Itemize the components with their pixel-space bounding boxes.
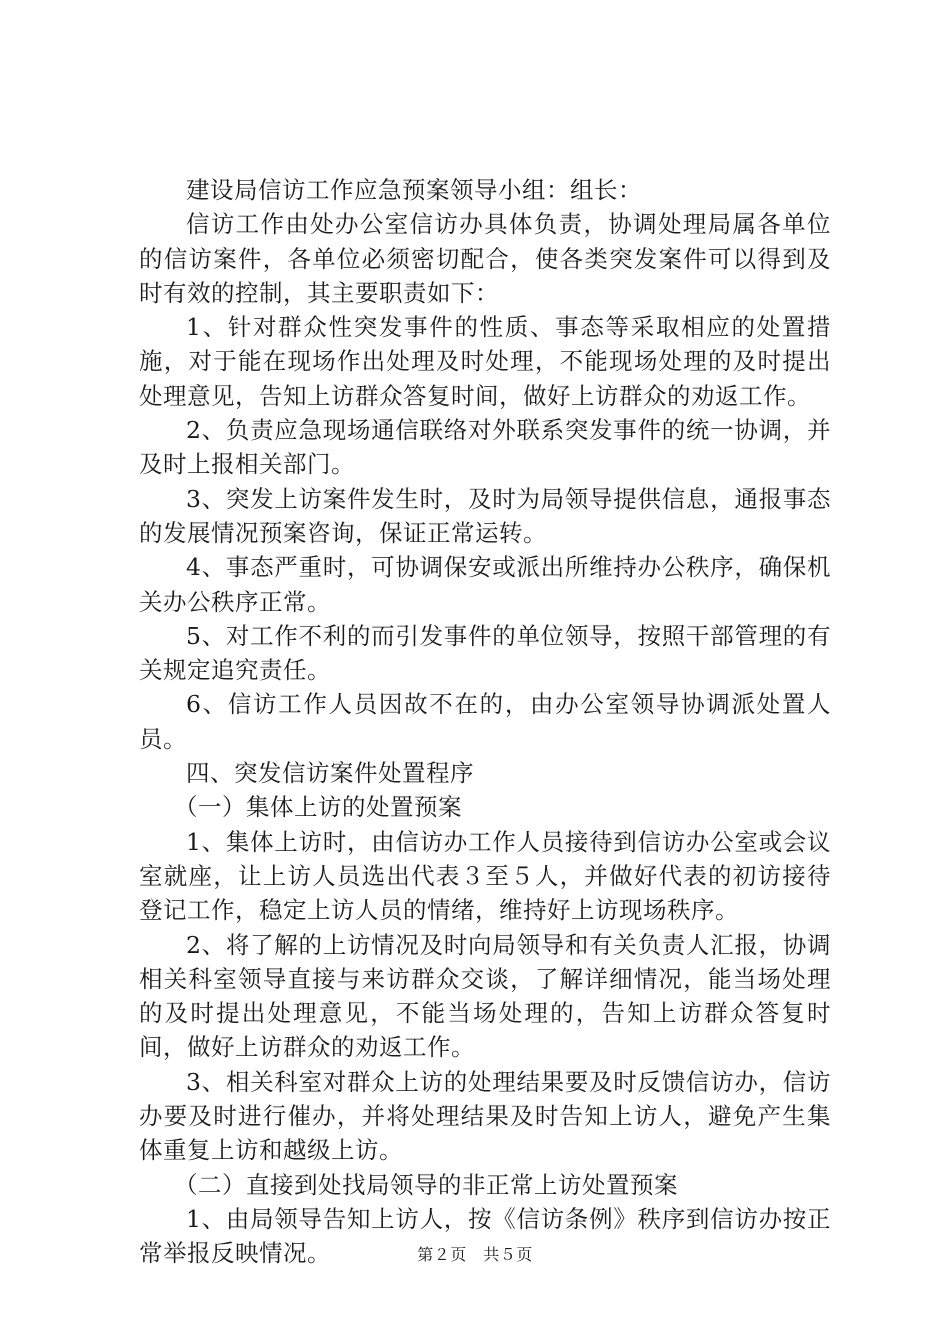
paragraph-collective-step-2: 2、将了解的上访情况及时向局领导和有关负责人汇报，协调相关科室领导直接与来访群众交谈，了解详细情况，能当场处理的及时提出处理意见，不能当场处理的，告知上访群众答复时间，做好上访群众的劝返工作。	[139, 930, 831, 1062]
paragraph-responsibility-intro: 信访工作由处办公室信访办具体负责，协调处理局属各单位的信访案件，各单位必须密切配合，使各类突发案件可以得到及时有效的控制，其主要职责如下：	[139, 210, 831, 307]
paragraph-abnormal-step-1: 1、由局领导告知上访人，按《信访条例》秩序到信访办按正常举报反映情况。	[139, 1204, 831, 1268]
page-number-footer: 第２页 共５页	[417, 1245, 533, 1264]
section-heading-procedure: 四、突发信访案件处置程序	[186, 759, 474, 788]
paragraph-duty-3: 3、突发上访案件发生时，及时为局领导提供信息，通报事态的发展情况预案咨询，保证正常运转。	[139, 484, 831, 547]
paragraph-duty-5: 5、对工作不利的而引发事件的单位领导，按照干部管理的有关规定追究责任。	[139, 621, 831, 685]
paragraph-collective-step-1: 1、集体上访时，由信访办工作人员接待到信访办公室或会议室就座，让上访人员选出代表３至５人，并做好代表的初访接待登记工作，稳定上访人员的情绪，维持好上访现场秩序。	[139, 827, 831, 925]
subsection-heading-abnormal-petition: （二）直接到处找局领导的非正常上访处置预案	[174, 1170, 678, 1199]
subsection-heading-collective-petition: （一）集体上访的处置预案	[174, 793, 462, 822]
paragraph-duty-1: 1、针对群众性突发事件的性质、事态等采取相应的处置措施，对于能在现场作出处理及时处理，不能现场处理的及时提出处理意见，告知上访群众答复时间，做好上访群众的劝返工作。	[139, 313, 831, 410]
paragraph-duty-6: 6、信访工作人员因故不在的，由办公室领导协调派处置人员。	[139, 690, 831, 753]
paragraph-duty-4: 4、事态严重时，可协调保安或派出所维持办公秩序，确保机关办公秩序正常。	[139, 553, 831, 616]
paragraph-leader-group: 建设局信访工作应急预案领导小组：组长：	[186, 176, 642, 204]
paragraph-duty-2: 2、负责应急现场通信联络对外联系突发事件的统一协调，并及时上报相关部门。	[139, 416, 831, 479]
paragraph-collective-step-3: 3、相关科室对群众上访的处理结果要及时反馈信访办，信访办要及时进行催办，并将处理结果及时告知上访人，避免产生集体重复上访和越级上访。	[139, 1067, 831, 1165]
document-body	[139, 173, 831, 1271]
